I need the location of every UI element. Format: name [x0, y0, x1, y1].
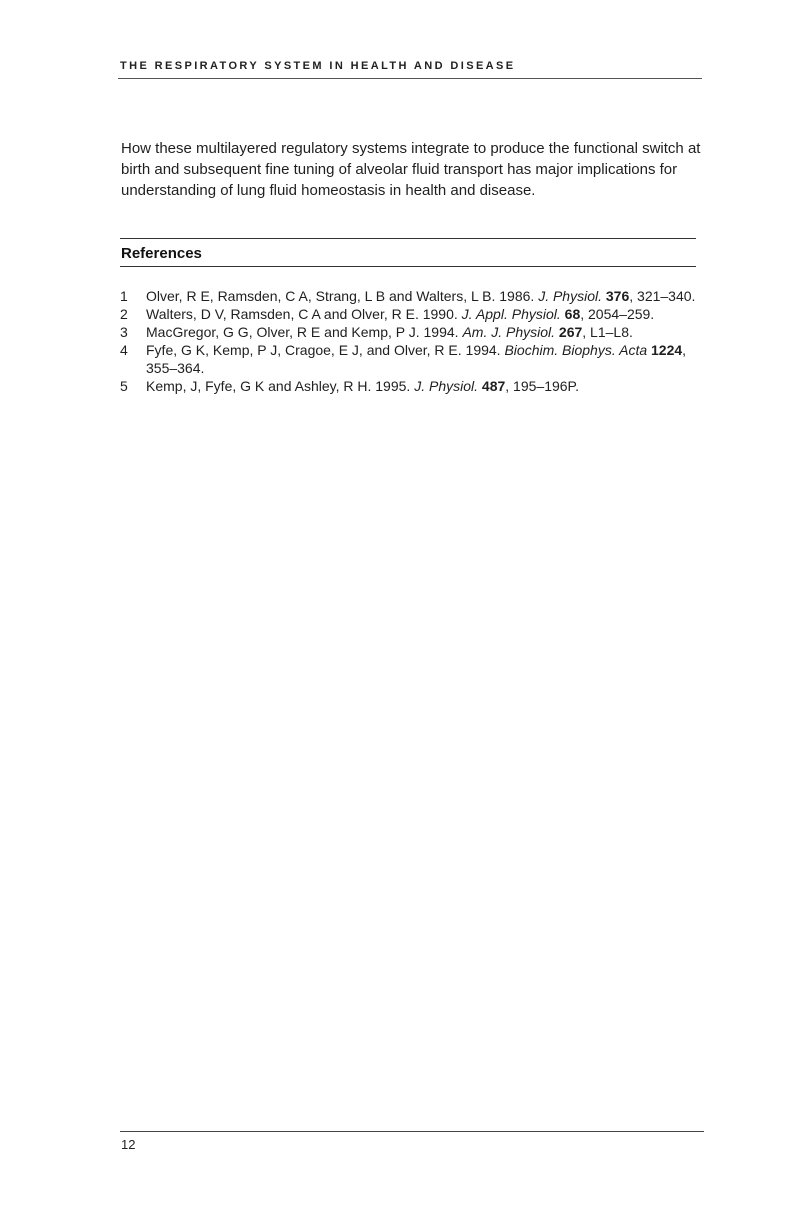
reference-journal: J. Physiol.: [414, 378, 479, 394]
reference-pages: , 195–196P.: [505, 378, 579, 394]
reference-number: 1: [120, 288, 128, 304]
reference-volume: 376: [605, 288, 630, 304]
page-number: 12: [121, 1137, 136, 1152]
reference-journal: Am. J. Physiol.: [462, 324, 556, 340]
reference-list: [120, 287, 700, 395]
reference-volume: 68: [564, 306, 581, 322]
reference-pages: , 2054–259.: [580, 306, 655, 322]
reference-item-1: [120, 287, 700, 305]
reference-journal: J. Physiol.: [538, 288, 602, 304]
reference-number: 2: [120, 306, 128, 322]
reference-number: 4: [120, 342, 128, 358]
reference-pages: , L1–L8.: [582, 324, 633, 340]
footer-rule: [120, 1131, 704, 1132]
reference-volume: 267: [558, 324, 583, 340]
header-rule: [118, 78, 702, 79]
reference-text: [146, 323, 700, 341]
reference-pages: , 355–364.: [146, 342, 687, 376]
reference-item-5: [120, 377, 700, 395]
reference-pages: , 321–340.: [629, 288, 696, 304]
reference-number: 3: [120, 324, 128, 340]
reference-journal: J. Appl. Physiol.: [461, 306, 561, 322]
reference-volume: 487: [481, 378, 506, 394]
reference-authors: Walters, D V, Ramsden, C A and Olver, R E. 1990.: [146, 306, 462, 322]
references-title: References: [121, 245, 202, 262]
reference-journal: Biochim. Biophys. Acta: [504, 342, 648, 358]
reference-item-4: [120, 341, 700, 377]
references-rule-top: [120, 238, 696, 239]
reference-item-3: [120, 323, 700, 341]
reference-item-2: [120, 305, 700, 323]
reference-text: [146, 305, 700, 323]
reference-authors: Olver, R E, Ramsden, C A, Strang, L B and Walters, L B. 1986.: [146, 288, 539, 304]
reference-authors: Kemp, J, Fyfe, G K and Ashley, R H. 1995.: [146, 378, 415, 394]
reference-text: [146, 287, 700, 305]
reference-number: 5: [120, 378, 128, 394]
reference-text: [146, 377, 700, 395]
reference-authors: MacGregor, G G, Olver, R E and Kemp, P J. 1994.: [146, 324, 463, 340]
running-head: THE RESPIRATORY SYSTEM IN HEALTH AND DISEASE: [120, 60, 516, 72]
references-rule-bottom: [120, 266, 696, 267]
reference-text: [146, 341, 700, 377]
reference-authors: Fyfe, G K, Kemp, P J, Cragoe, E J, and Olver, R E. 1994.: [146, 342, 505, 358]
intro-paragraph: How these multilayered regulatory systems integrate to produce the functional switch at birth and subsequent fine tuning of alveolar fluid transport has major implications for understanding of lung fluid homeostasis in health and disease.: [121, 140, 701, 199]
reference-volume: 1224: [651, 342, 683, 358]
